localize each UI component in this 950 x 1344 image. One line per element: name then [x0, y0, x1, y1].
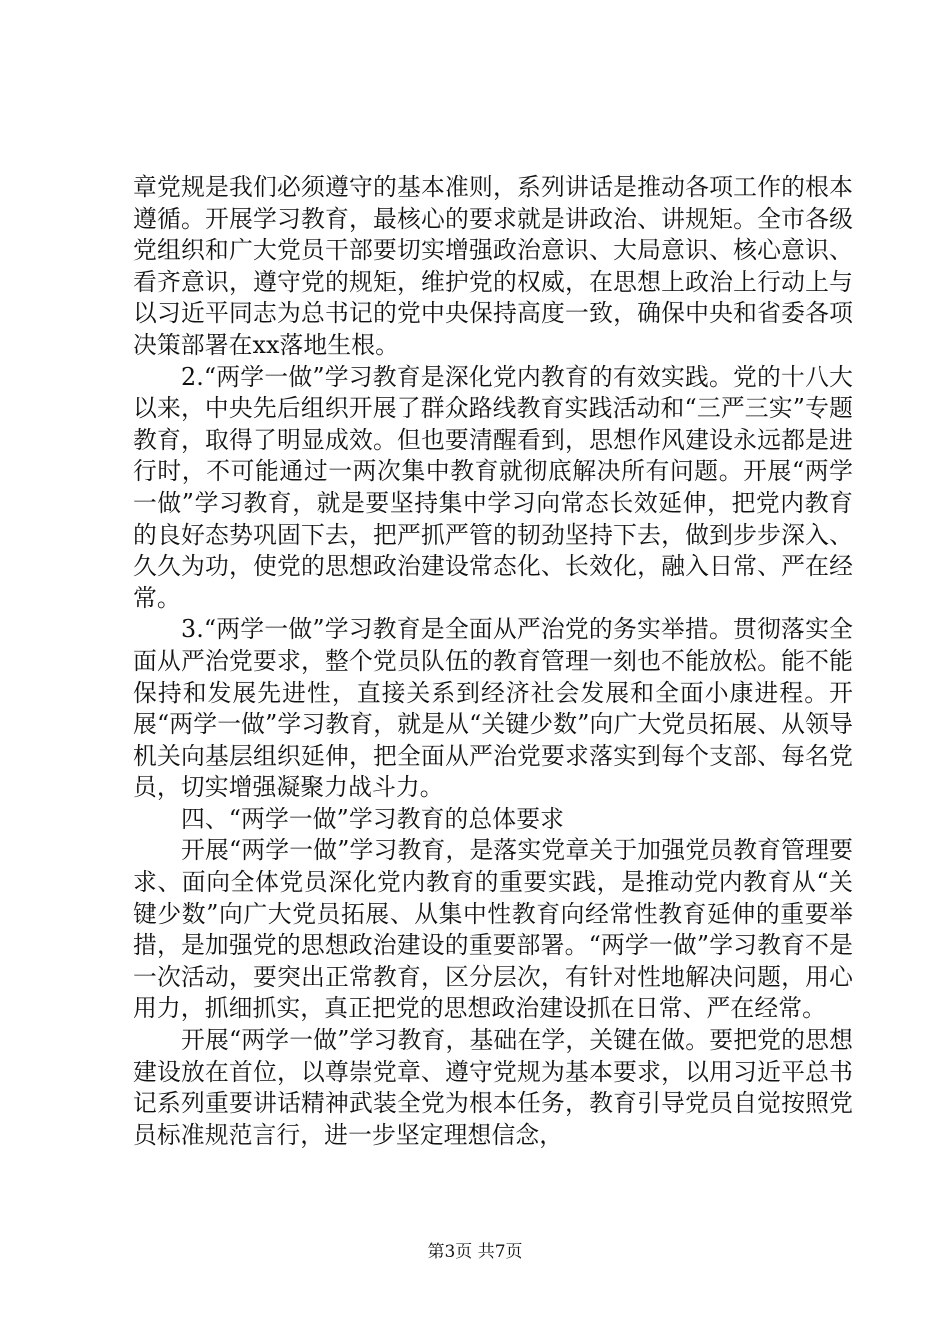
paragraph-3: 3.“两学一做”学习教育是全面从严治党的务实举措。贯彻落实全面从严治党要求，整个党员队伍的教育管理一刻也不能放松。能不能保持和发展先进性，直接关系到经济社会发展和全面小康进程。开展“两学一做”学习教育，就是从“关键少数”向广大党员拓展、从领导机关向基层组织延伸，把全面从严治党要求落实到每个支部、每名党员，切实增强凝聚力战斗力。 [133, 615, 853, 802]
paragraph-2: 2.“两学一做”学习教育是深化党内教育的有效实践。党的十八大以来，中央先后组织开展了群众路线教育实践活动和“三严三实”专题教育，取得了明显成效。但也要清醒看到，思想作风建设永远都是进行时，不可能通过一两次集中教育就彻底解决所有问题。开展“两学一做”学习教育，就是要坚持集中学习向常态长效延伸，把党内教育的良好态势巩固下去，把严抓严管的韧劲坚持下去，做到步步深入、久久为功，使党的思想政治建设常态化、长效化，融入日常、严在经常。 [133, 362, 853, 612]
paragraph-1: 章党规是我们必须遵守的基本准则，系列讲话是推动各项工作的根本遵循。开展学习教育，最核心的要求就是讲政治、讲规矩。全市各级党组织和广大党员干部要切实增强政治意识、大局意识、核心意识、看齐意识，遵守党的规矩，维护党的权威，在思想上政治上行动上与以习近平同志为总书记的党中央保持高度一致，确保中央和省委各项决策部署在xx落地生根。 [133, 173, 853, 359]
paragraph-4: 开展“两学一做”学习教育，是落实党章关于加强党员教育管理要求、面向全体党员深化党内教育的重要实践，是推动党内教育从“关键少数”向广大党员拓展、从集中性教育向经常性教育延伸的重要举措，是加强党的思想政治建设的重要部署。“两学一做”学习教育不是一次活动，要突出正常教育，区分层次，有针对性地解决问题，用心用力，抓细抓实，真正把党的思想政治建设抓在日常、严在经常。 [133, 836, 853, 1023]
document-body [133, 172, 853, 1151]
page-number-footer: 第3页 共7页 [427, 1242, 523, 1262]
paragraph-5: 开展“两学一做”学习教育，基础在学，关键在做。要把党的思想建设放在首位，以尊崇党章、遵守党规为基本要求，以用习近平总书记系列重要讲话精神武装全党为根本任务，教育引导党员自觉按照党员标准规范言行，进一步坚定理想信念， [133, 1026, 853, 1149]
section-heading: 四、“两学一做”学习教育的总体要求 [181, 804, 564, 833]
